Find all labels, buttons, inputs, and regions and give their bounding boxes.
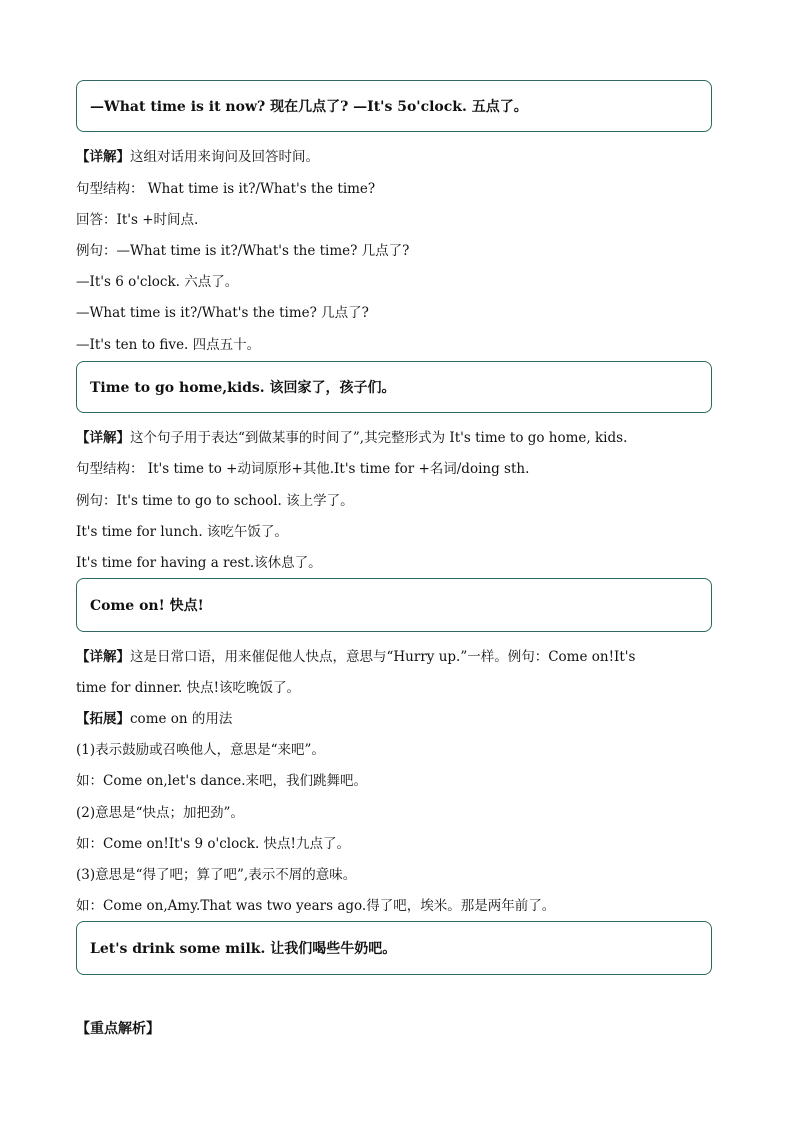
extension-line: 【拓展】come on 的用法 xyxy=(76,711,233,727)
key-sentence-box-4 xyxy=(76,921,712,975)
text-line: 句型结构： What time is it?/What's the time? xyxy=(76,181,376,197)
key-sentence-4: Let's drink some milk. 让我们喝些牛奶吧。 xyxy=(90,941,397,957)
text-line: 回答：It's +时间点. xyxy=(76,212,199,228)
key-sentence-3: Come on! 快点! xyxy=(90,598,204,614)
section-heading: 【重点解析】 xyxy=(76,1021,160,1037)
text-line: It's time for lunch. 该吃午饭了。 xyxy=(76,524,288,540)
text-line: time for dinner. 快点!该吃晚饭了。 xyxy=(76,680,301,696)
text-line: 如：Come on!It's 9 o'clock. 快点!九点了。 xyxy=(76,836,350,852)
text-line: 例句：—What time is it?/What's the time? 几点了? xyxy=(76,243,410,259)
explanation-line: 【详解】这是日常口语，用来催促他人快点，意思与“Hurry up.”一样。例句：Come on!It's xyxy=(76,649,636,665)
text-line: It's time for having a rest.该休息了。 xyxy=(76,555,322,571)
explanation-tag: 【详解】 xyxy=(76,149,130,165)
key-sentence-box-1 xyxy=(76,80,712,132)
key-sentence-1: —What time is it now? 现在几点了? —It's 5o'clock. 五点了。 xyxy=(90,99,528,115)
text-line: 句型结构： It's time to +动词原形+其他.It's time for +名词/doing sth. xyxy=(76,461,530,477)
explanation-line: 【详解】这个句子用于表达“到做某事的时间了”,其完整形式为 It's time to go home, kids. xyxy=(76,430,628,446)
key-sentence-box-2 xyxy=(76,361,712,413)
explanation-tag: 【详解】 xyxy=(76,430,130,446)
extension-tag: 【拓展】 xyxy=(76,711,130,727)
text-line: 如：Come on,let's dance.来吧，我们跳舞吧。 xyxy=(76,773,368,789)
text-line: —It's 6 o'clock. 六点了。 xyxy=(76,274,239,290)
explanation-line: 【详解】这组对话用来询问及回答时间。 xyxy=(76,149,319,165)
text-line: —What time is it?/What's the time? 几点了? xyxy=(76,305,369,321)
key-sentence-2: Time to go home,kids. 该回家了，孩子们。 xyxy=(90,380,396,396)
text-line: —It's ten to five. 四点五十。 xyxy=(76,337,261,353)
explanation-tag: 【详解】 xyxy=(76,649,130,665)
text-line: (2)意思是“快点；加把劲”。 xyxy=(76,805,244,821)
text-line: (3)意思是“得了吧；算了吧”,表示不屑的意味。 xyxy=(76,867,357,883)
text-line: 例句：It's time to go to school. 该上学了。 xyxy=(76,493,354,509)
text-line: 如：Come on,Amy.That was two years ago.得了吧，埃米。那是两年前了。 xyxy=(76,898,556,914)
key-sentence-box-3 xyxy=(76,578,712,632)
text-line: (1)表示鼓励或召唤他人，意思是“来吧”。 xyxy=(76,742,325,758)
